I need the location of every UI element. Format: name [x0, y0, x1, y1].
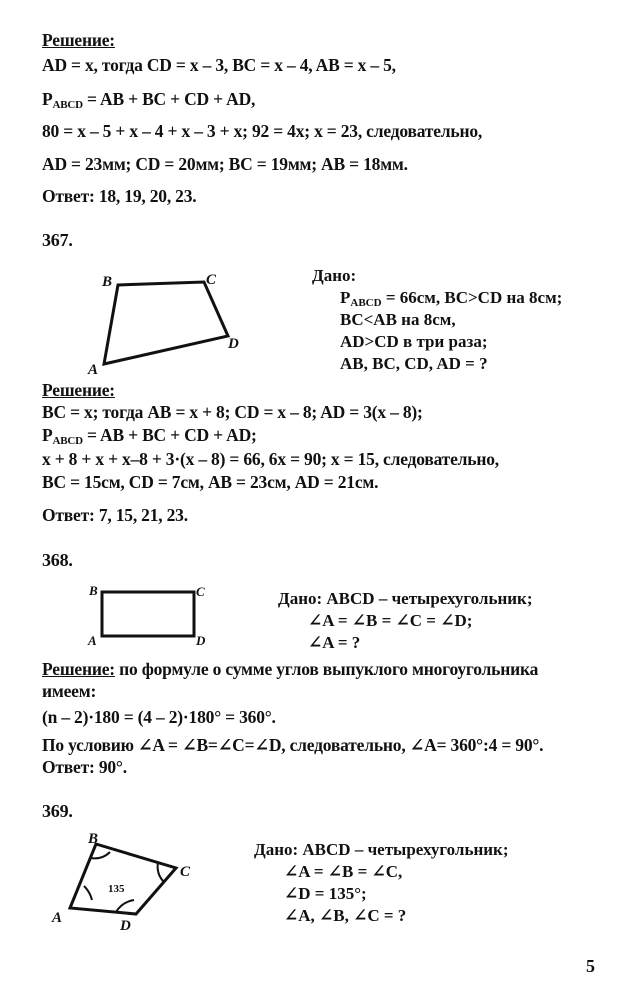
- solution-line: BC = 15см, CD = 7см, AB = 23см, AD = 21см.: [42, 472, 379, 492]
- given-block-367: [312, 266, 562, 376]
- given-line: ∠A, ∠B, ∠C = ?: [284, 906, 407, 925]
- vertex-label-a: A: [88, 633, 97, 648]
- vertex-label-b: B: [89, 583, 98, 598]
- solution-line: AD = 23мм; CD = 20мм; BC = 19мм; AB = 18мм.: [42, 154, 408, 174]
- solution-line: имеем:: [42, 681, 97, 701]
- given-line: ∠A = ?: [308, 633, 361, 652]
- angle-arc-a: [84, 886, 92, 900]
- page-number: 5: [586, 956, 595, 976]
- answer-367: Ответ: 7, 15, 21, 23.: [42, 505, 188, 525]
- solution-line: $P_{ABCD}$ = AB + BC + CD + AD;: [42, 425, 257, 447]
- vertex-label-a: A: [52, 910, 63, 926]
- angle-value-label: 135: [108, 883, 125, 895]
- given-line: Дано: ABCD – четырехугольник;: [254, 840, 509, 859]
- given-block-368: [278, 589, 533, 655]
- given-block-369: [254, 840, 509, 928]
- given-title: Дано:: [312, 266, 357, 285]
- vertex-label-d: D: [120, 918, 131, 934]
- vertex-label-c: C: [180, 864, 191, 880]
- given-line: AD>CD в три раза;: [340, 332, 488, 351]
- given-line: $P_{ABCD} = 66см$, BC>CD на 8см;: [340, 288, 563, 309]
- quadrilateral-figure-369: [48, 832, 208, 936]
- vertex-label-b: B: [88, 831, 99, 847]
- solution-line: AD = x, тогда CD = x – 3, BC = x – 4, AB = x – 5,: [42, 55, 396, 75]
- solution-line: 80 = x – 5 + x – 4 + x – 3 + x; 92 = 4x; x = 23, следовательно,: [42, 121, 483, 141]
- rectangle-figure-368: [84, 584, 214, 648]
- given-line: Дано: ABCD – четырехугольник;: [278, 589, 533, 608]
- vertex-label-c: C: [206, 272, 217, 288]
- solution-label-368: Решение:: [42, 659, 115, 679]
- solution-line: По условию ∠A = ∠B=∠C=∠D, следовательно, ∠A= 360°:4 = 90°.: [42, 735, 544, 755]
- problem-number-368: 368.: [42, 550, 73, 570]
- vertex-label-d: D: [228, 336, 239, 352]
- solution-line: x + 8 + x + x–8 + 3·(x – 8) = 66, 6x = 90; x = 15, следовательно,: [42, 449, 499, 469]
- solution-label-366: Решение:: [42, 30, 115, 50]
- solution-line: (n – 2)·180 = (4 – 2)·180° = 360°.: [42, 707, 276, 727]
- given-line: BC<AB на 8см,: [340, 310, 456, 329]
- solution-line: BC = x; тогда AB = x + 8; CD = x – 8; AD = 3(x – 8);: [42, 402, 423, 422]
- vertex-label-c: C: [196, 584, 205, 599]
- vertex-label-d: D: [196, 633, 206, 648]
- rectangle-shape: [102, 592, 194, 636]
- given-line: ∠A = ∠B = ∠C = ∠D;: [308, 611, 473, 630]
- quadrilateral-shape: [104, 282, 228, 364]
- solution-line-368: Решение: по формуле о сумме углов выпуклого многоугольника: [42, 659, 539, 679]
- answer-368: Ответ: 90°.: [42, 757, 127, 777]
- answer-366: Ответ: 18, 19, 20, 23.: [42, 186, 197, 206]
- given-line: ∠A = ∠B = ∠C,: [284, 862, 403, 881]
- given-line: ∠D = 135°;: [284, 884, 367, 903]
- angle-arc-d: [116, 900, 134, 912]
- solution-line: $P_{ABCD}$ = AB + BC + CD + AD,: [42, 89, 256, 111]
- solution-label-367: Решение:: [42, 380, 115, 400]
- given-line: AB, BC, CD, AD = ?: [340, 354, 488, 373]
- vertex-label-a: A: [88, 362, 99, 378]
- problem-number-367: 367.: [42, 230, 73, 250]
- quadrilateral-figure-367: [80, 268, 260, 380]
- vertex-label-b: B: [102, 274, 113, 290]
- problem-number-369: 369.: [42, 801, 73, 821]
